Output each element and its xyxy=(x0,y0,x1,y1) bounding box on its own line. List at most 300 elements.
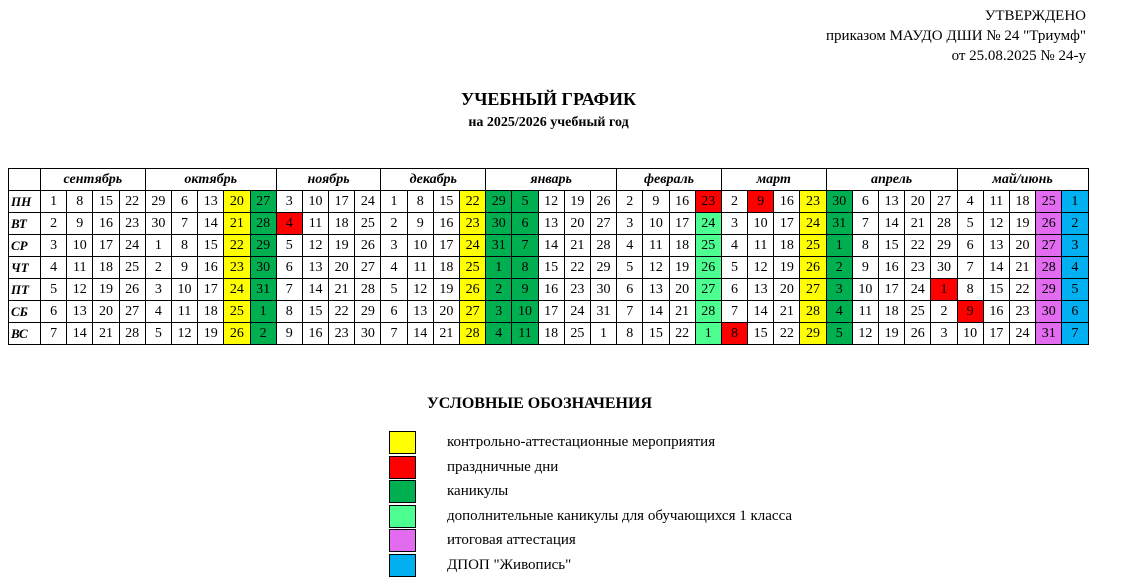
date-cell: 11 xyxy=(302,213,328,235)
date-cell: 9 xyxy=(643,191,669,213)
date-cell: 13 xyxy=(983,235,1009,257)
date-cell: 1 xyxy=(695,323,721,345)
date-cell: 5 xyxy=(721,257,747,279)
date-cell: 1 xyxy=(381,191,407,213)
date-cell: 22 xyxy=(669,323,695,345)
date-cell: 24 xyxy=(1009,323,1035,345)
date-cell: 24 xyxy=(224,279,250,301)
date-cell: 23 xyxy=(695,191,721,213)
date-cell: 22 xyxy=(564,257,590,279)
month-header: октябрь xyxy=(145,169,276,191)
date-cell: 31 xyxy=(486,235,512,257)
date-cell: 7 xyxy=(171,213,197,235)
date-cell: 3 xyxy=(276,191,302,213)
date-cell: 2 xyxy=(721,191,747,213)
date-cell: 25 xyxy=(800,235,826,257)
date-cell: 19 xyxy=(329,235,355,257)
date-cell: 16 xyxy=(669,191,695,213)
date-cell: 27 xyxy=(460,301,486,323)
date-cell: 31 xyxy=(1036,323,1062,345)
date-cell: 11 xyxy=(407,257,433,279)
date-cell: 1 xyxy=(826,235,852,257)
date-cell: 18 xyxy=(93,257,119,279)
date-cell: 22 xyxy=(905,235,931,257)
date-cell: 19 xyxy=(1009,213,1035,235)
date-cell: 19 xyxy=(669,257,695,279)
date-cell: 15 xyxy=(643,323,669,345)
date-cell: 30 xyxy=(250,257,276,279)
date-cell: 17 xyxy=(774,213,800,235)
legend-swatch xyxy=(389,554,416,577)
date-cell: 19 xyxy=(879,323,905,345)
date-cell: 20 xyxy=(224,191,250,213)
table-row xyxy=(9,191,1089,213)
date-cell: 14 xyxy=(538,235,564,257)
date-cell: 25 xyxy=(564,323,590,345)
date-cell: 18 xyxy=(433,257,459,279)
date-cell: 23 xyxy=(460,213,486,235)
date-cell: 12 xyxy=(983,213,1009,235)
date-cell: 29 xyxy=(355,301,381,323)
date-cell: 18 xyxy=(198,301,224,323)
date-cell: 18 xyxy=(329,213,355,235)
legend-swatch xyxy=(389,529,416,552)
date-cell: 16 xyxy=(93,213,119,235)
date-cell: 27 xyxy=(695,279,721,301)
date-cell: 25 xyxy=(1036,191,1062,213)
date-cell: 21 xyxy=(1009,257,1035,279)
date-cell: 29 xyxy=(145,191,171,213)
date-cell: 12 xyxy=(748,257,774,279)
date-cell: 4 xyxy=(617,235,643,257)
date-cell: 20 xyxy=(905,191,931,213)
date-cell: 21 xyxy=(433,323,459,345)
date-cell: 17 xyxy=(538,301,564,323)
corner-cell xyxy=(9,169,41,191)
date-cell: 14 xyxy=(643,301,669,323)
date-cell: 7 xyxy=(721,301,747,323)
month-header: май/июнь xyxy=(957,169,1088,191)
date-cell: 17 xyxy=(669,213,695,235)
date-cell: 24 xyxy=(695,213,721,235)
date-cell: 26 xyxy=(905,323,931,345)
date-cell: 3 xyxy=(1062,235,1088,257)
date-cell: 29 xyxy=(486,191,512,213)
date-cell: 20 xyxy=(669,279,695,301)
table-row xyxy=(9,279,1089,301)
date-cell: 13 xyxy=(643,279,669,301)
date-cell: 16 xyxy=(198,257,224,279)
date-cell: 5 xyxy=(381,279,407,301)
date-cell: 19 xyxy=(198,323,224,345)
date-cell: 1 xyxy=(931,279,957,301)
date-cell: 18 xyxy=(774,235,800,257)
date-cell: 26 xyxy=(1036,213,1062,235)
date-cell: 31 xyxy=(590,301,616,323)
date-cell: 13 xyxy=(407,301,433,323)
date-cell: 4 xyxy=(826,301,852,323)
date-cell: 26 xyxy=(224,323,250,345)
date-cell: 18 xyxy=(879,301,905,323)
date-cell: 26 xyxy=(119,279,145,301)
date-cell: 6 xyxy=(721,279,747,301)
date-cell: 16 xyxy=(433,213,459,235)
date-cell: 23 xyxy=(1009,301,1035,323)
date-cell: 28 xyxy=(695,301,721,323)
date-cell: 21 xyxy=(224,213,250,235)
date-cell: 10 xyxy=(643,213,669,235)
date-cell: 8 xyxy=(617,323,643,345)
month-header: февраль xyxy=(617,169,722,191)
date-cell: 28 xyxy=(800,301,826,323)
date-cell: 28 xyxy=(250,213,276,235)
date-cell: 17 xyxy=(329,191,355,213)
date-cell: 8 xyxy=(957,279,983,301)
date-cell: 11 xyxy=(171,301,197,323)
date-cell: 14 xyxy=(198,213,224,235)
date-cell: 9 xyxy=(67,213,93,235)
date-cell: 11 xyxy=(643,235,669,257)
date-cell: 2 xyxy=(617,191,643,213)
date-cell: 20 xyxy=(433,301,459,323)
date-cell: 17 xyxy=(433,235,459,257)
date-cell: 1 xyxy=(145,235,171,257)
month-header: декабрь xyxy=(381,169,486,191)
page-title: УЧЕБНЫЙ ГРАФИК xyxy=(460,89,637,109)
date-cell: 5 xyxy=(1062,279,1088,301)
legend-label: праздничные дни xyxy=(447,458,559,475)
date-cell: 3 xyxy=(826,279,852,301)
date-cell: 29 xyxy=(800,323,826,345)
date-cell: 20 xyxy=(329,257,355,279)
date-cell: 20 xyxy=(774,279,800,301)
date-cell: 8 xyxy=(67,191,93,213)
date-cell: 20 xyxy=(93,301,119,323)
date-cell: 8 xyxy=(276,301,302,323)
date-cell: 7 xyxy=(617,301,643,323)
date-cell: 23 xyxy=(800,191,826,213)
date-cell: 11 xyxy=(748,235,774,257)
date-cell: 7 xyxy=(852,213,878,235)
legend-swatch xyxy=(389,480,416,503)
date-cell: 23 xyxy=(224,257,250,279)
date-cell: 23 xyxy=(119,213,145,235)
date-cell: 20 xyxy=(1009,235,1035,257)
date-cell: 10 xyxy=(302,191,328,213)
date-cell: 10 xyxy=(171,279,197,301)
date-cell: 3 xyxy=(617,213,643,235)
date-cell: 27 xyxy=(590,213,616,235)
date-cell: 28 xyxy=(355,279,381,301)
date-cell: 12 xyxy=(302,235,328,257)
date-cell: 27 xyxy=(355,257,381,279)
date-cell: 10 xyxy=(852,279,878,301)
approval-line-3: от 25.08.2025 № 24-у xyxy=(951,48,1086,64)
date-cell: 21 xyxy=(669,301,695,323)
legend-title: УСЛОВНЫЕ ОБОЗНАЧЕНИЯ xyxy=(427,395,652,412)
date-cell: 18 xyxy=(1009,191,1035,213)
date-cell: 2 xyxy=(486,279,512,301)
approval-line-1: УТВЕРЖДЕНО xyxy=(984,8,1086,24)
date-cell: 22 xyxy=(774,323,800,345)
date-cell: 1 xyxy=(1062,191,1088,213)
date-cell: 7 xyxy=(512,235,538,257)
table-row xyxy=(9,235,1089,257)
date-cell: 9 xyxy=(512,279,538,301)
date-cell: 4 xyxy=(486,323,512,345)
date-cell: 15 xyxy=(302,301,328,323)
date-cell: 27 xyxy=(119,301,145,323)
date-cell: 10 xyxy=(748,213,774,235)
date-cell: 8 xyxy=(852,235,878,257)
date-cell: 16 xyxy=(879,257,905,279)
date-cell: 13 xyxy=(538,213,564,235)
legend-swatch xyxy=(389,505,416,528)
date-cell: 6 xyxy=(276,257,302,279)
date-cell: 6 xyxy=(957,235,983,257)
date-cell: 13 xyxy=(748,279,774,301)
date-cell: 17 xyxy=(198,279,224,301)
date-cell: 22 xyxy=(1009,279,1035,301)
date-cell: 28 xyxy=(931,213,957,235)
page-subtitle: на 2025/2026 учебный год xyxy=(468,115,629,130)
date-cell: 23 xyxy=(329,323,355,345)
date-cell: 6 xyxy=(171,191,197,213)
date-cell: 13 xyxy=(879,191,905,213)
date-cell: 4 xyxy=(145,301,171,323)
date-cell: 27 xyxy=(800,279,826,301)
date-cell: 26 xyxy=(695,257,721,279)
date-cell: 15 xyxy=(93,191,119,213)
date-cell: 9 xyxy=(276,323,302,345)
date-cell: 4 xyxy=(41,257,67,279)
legend-label: ДПОП "Живопись" xyxy=(447,556,572,573)
date-cell: 16 xyxy=(774,191,800,213)
date-cell: 30 xyxy=(355,323,381,345)
date-cell: 17 xyxy=(879,279,905,301)
date-cell: 22 xyxy=(224,235,250,257)
date-cell: 29 xyxy=(1036,279,1062,301)
date-cell: 3 xyxy=(721,213,747,235)
date-cell: 14 xyxy=(879,213,905,235)
date-cell: 8 xyxy=(721,323,747,345)
date-cell: 9 xyxy=(852,257,878,279)
date-cell: 10 xyxy=(67,235,93,257)
date-cell: 18 xyxy=(538,323,564,345)
approval-line-2: приказом МАУДО ДШИ № 24 "Триумф" xyxy=(826,28,1086,44)
date-cell: 27 xyxy=(250,191,276,213)
date-cell: 14 xyxy=(748,301,774,323)
date-cell: 7 xyxy=(381,323,407,345)
date-cell: 3 xyxy=(41,235,67,257)
date-cell: 10 xyxy=(512,301,538,323)
date-cell: 18 xyxy=(669,235,695,257)
weekday-label: ПТ xyxy=(9,279,41,301)
legend-swatch xyxy=(389,456,416,479)
date-cell: 23 xyxy=(564,279,590,301)
date-cell: 9 xyxy=(171,257,197,279)
date-cell: 7 xyxy=(41,323,67,345)
date-cell: 11 xyxy=(852,301,878,323)
date-cell: 21 xyxy=(93,323,119,345)
date-cell: 2 xyxy=(41,213,67,235)
date-cell: 25 xyxy=(905,301,931,323)
date-cell: 11 xyxy=(512,323,538,345)
date-cell: 6 xyxy=(852,191,878,213)
date-cell: 25 xyxy=(119,257,145,279)
date-cell: 12 xyxy=(67,279,93,301)
date-cell: 4 xyxy=(721,235,747,257)
date-cell: 30 xyxy=(826,191,852,213)
date-cell: 22 xyxy=(329,301,355,323)
date-cell: 31 xyxy=(250,279,276,301)
date-cell: 6 xyxy=(617,279,643,301)
date-cell: 14 xyxy=(67,323,93,345)
date-cell: 1 xyxy=(41,191,67,213)
date-cell: 16 xyxy=(983,301,1009,323)
date-cell: 3 xyxy=(145,279,171,301)
date-cell: 29 xyxy=(250,235,276,257)
date-cell: 20 xyxy=(564,213,590,235)
date-cell: 25 xyxy=(460,257,486,279)
date-cell: 21 xyxy=(564,235,590,257)
date-cell: 3 xyxy=(381,235,407,257)
table-row xyxy=(9,257,1089,279)
date-cell: 6 xyxy=(1062,301,1088,323)
date-cell: 26 xyxy=(460,279,486,301)
approval-block xyxy=(826,6,1086,66)
date-cell: 23 xyxy=(905,257,931,279)
date-cell: 15 xyxy=(198,235,224,257)
date-cell: 24 xyxy=(355,191,381,213)
month-header: январь xyxy=(486,169,617,191)
date-cell: 6 xyxy=(512,213,538,235)
schedule-table xyxy=(8,168,1089,345)
date-cell: 25 xyxy=(695,235,721,257)
date-cell: 8 xyxy=(512,257,538,279)
weekday-label: ЧТ xyxy=(9,257,41,279)
date-cell: 30 xyxy=(145,213,171,235)
date-cell: 30 xyxy=(590,279,616,301)
date-cell: 27 xyxy=(931,191,957,213)
date-cell: 14 xyxy=(302,279,328,301)
legend-label: дополнительные каникулы для обучающихся 1 класса xyxy=(447,507,793,524)
date-cell: 4 xyxy=(1062,257,1088,279)
date-cell: 30 xyxy=(1036,301,1062,323)
date-cell: 16 xyxy=(538,279,564,301)
date-cell: 11 xyxy=(983,191,1009,213)
date-cell: 15 xyxy=(879,235,905,257)
date-cell: 9 xyxy=(407,213,433,235)
weekday-label: ВС xyxy=(9,323,41,345)
weekday-label: СБ xyxy=(9,301,41,323)
date-cell: 17 xyxy=(983,323,1009,345)
date-cell: 10 xyxy=(957,323,983,345)
legend-label: итоговая аттестация xyxy=(447,532,576,548)
date-cell: 13 xyxy=(302,257,328,279)
date-cell: 29 xyxy=(590,257,616,279)
date-cell: 19 xyxy=(564,191,590,213)
date-cell: 28 xyxy=(119,323,145,345)
table-row xyxy=(9,301,1089,323)
date-cell: 14 xyxy=(983,257,1009,279)
date-cell: 12 xyxy=(852,323,878,345)
date-cell: 15 xyxy=(983,279,1009,301)
date-cell: 2 xyxy=(1062,213,1088,235)
date-cell: 4 xyxy=(381,257,407,279)
legend-swatch xyxy=(389,431,416,454)
date-cell: 8 xyxy=(171,235,197,257)
date-cell: 13 xyxy=(67,301,93,323)
date-cell: 28 xyxy=(1036,257,1062,279)
date-cell: 25 xyxy=(355,213,381,235)
date-cell: 25 xyxy=(224,301,250,323)
date-cell: 1 xyxy=(250,301,276,323)
date-cell: 12 xyxy=(171,323,197,345)
legend-label: контрольно-аттестационные мероприятия xyxy=(447,434,716,450)
date-cell: 5 xyxy=(41,279,67,301)
date-cell: 26 xyxy=(800,257,826,279)
weekday-label: ВТ xyxy=(9,213,41,235)
date-cell: 28 xyxy=(460,323,486,345)
date-cell: 5 xyxy=(145,323,171,345)
date-cell: 30 xyxy=(486,213,512,235)
date-cell: 21 xyxy=(905,213,931,235)
date-cell: 7 xyxy=(1062,323,1088,345)
month-header: ноябрь xyxy=(276,169,381,191)
date-cell: 19 xyxy=(774,257,800,279)
date-cell: 13 xyxy=(198,191,224,213)
date-cell: 15 xyxy=(748,323,774,345)
date-cell: 24 xyxy=(905,279,931,301)
date-cell: 15 xyxy=(433,191,459,213)
date-cell: 28 xyxy=(590,235,616,257)
date-cell: 19 xyxy=(433,279,459,301)
table-row xyxy=(9,323,1089,345)
date-cell: 19 xyxy=(93,279,119,301)
date-cell: 5 xyxy=(957,213,983,235)
date-cell: 6 xyxy=(381,301,407,323)
date-cell: 2 xyxy=(381,213,407,235)
date-cell: 15 xyxy=(538,257,564,279)
date-cell: 2 xyxy=(826,257,852,279)
date-cell: 30 xyxy=(931,257,957,279)
month-header: сентябрь xyxy=(41,169,146,191)
date-cell: 3 xyxy=(486,301,512,323)
date-cell: 5 xyxy=(276,235,302,257)
date-cell: 4 xyxy=(957,191,983,213)
date-cell: 5 xyxy=(826,323,852,345)
month-header: март xyxy=(721,169,826,191)
date-cell: 12 xyxy=(643,257,669,279)
date-cell: 22 xyxy=(460,191,486,213)
date-cell: 9 xyxy=(957,301,983,323)
date-cell: 21 xyxy=(774,301,800,323)
date-cell: 9 xyxy=(748,191,774,213)
date-cell: 2 xyxy=(145,257,171,279)
date-cell: 29 xyxy=(931,235,957,257)
weekday-label: СР xyxy=(9,235,41,257)
date-cell: 1 xyxy=(590,323,616,345)
date-cell: 6 xyxy=(41,301,67,323)
date-cell: 24 xyxy=(564,301,590,323)
date-cell: 26 xyxy=(355,235,381,257)
date-cell: 11 xyxy=(67,257,93,279)
date-cell: 8 xyxy=(407,191,433,213)
date-cell: 22 xyxy=(119,191,145,213)
date-cell: 12 xyxy=(538,191,564,213)
date-cell: 4 xyxy=(276,213,302,235)
